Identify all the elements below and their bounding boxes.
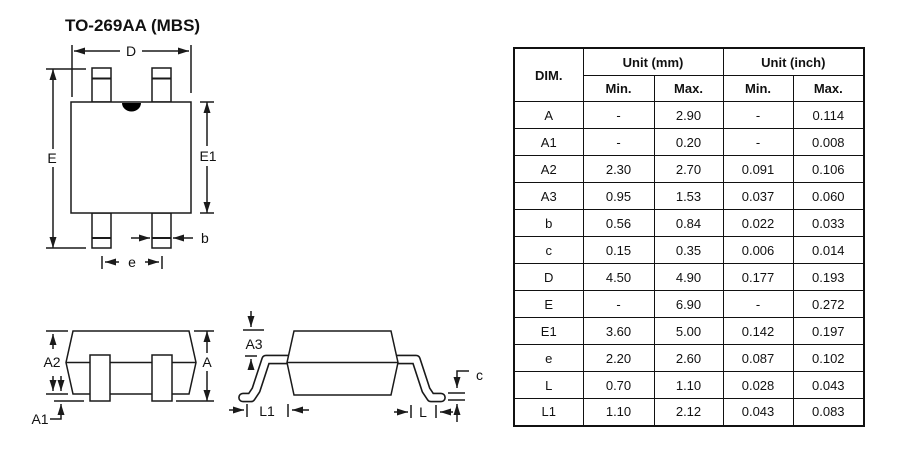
cell-in-min: 0.177 bbox=[723, 264, 793, 291]
table-row bbox=[514, 237, 864, 264]
cell-in-min: 0.043 bbox=[723, 399, 793, 426]
dim-c bbox=[448, 371, 469, 422]
cell-mm-min: 3.60 bbox=[583, 318, 654, 345]
cell-mm-max: 0.20 bbox=[654, 129, 723, 156]
table-row bbox=[514, 156, 864, 183]
cell-mm-min: - bbox=[583, 129, 654, 156]
label-E: E bbox=[47, 150, 57, 166]
cell-dim: L1 bbox=[514, 399, 583, 426]
cell-in-max: 0.197 bbox=[793, 318, 864, 345]
cell-in-max: 0.272 bbox=[793, 291, 864, 318]
label-E1: E1 bbox=[199, 148, 217, 164]
cell-in-max: 0.083 bbox=[793, 399, 864, 426]
top-lead bbox=[92, 68, 171, 102]
label-A2: A2 bbox=[43, 354, 61, 370]
cell-mm-max: 6.90 bbox=[654, 291, 723, 318]
cell-mm-max: 2.70 bbox=[654, 156, 723, 183]
cell-dim: A1 bbox=[514, 129, 583, 156]
cell-dim: L bbox=[514, 372, 583, 399]
cell-in-min: 0.006 bbox=[723, 237, 793, 264]
cell-mm-max: 1.10 bbox=[654, 372, 723, 399]
table-row bbox=[514, 372, 864, 399]
cell-in-max: 0.060 bbox=[793, 183, 864, 210]
table-row bbox=[514, 264, 864, 291]
table-row bbox=[514, 129, 864, 156]
table-row bbox=[514, 183, 864, 210]
cell-mm-min: - bbox=[583, 102, 654, 129]
cell-mm-max: 4.90 bbox=[654, 264, 723, 291]
dim-A1 bbox=[50, 376, 61, 419]
cell-mm-max: 2.12 bbox=[654, 399, 723, 426]
table-row bbox=[514, 318, 864, 345]
col-header-unit-mm: Unit (mm) bbox=[583, 48, 723, 76]
label-A: A bbox=[202, 354, 212, 370]
cell-dim: A bbox=[514, 102, 583, 129]
cell-mm-max: 2.60 bbox=[654, 345, 723, 372]
cell-mm-max: 2.90 bbox=[654, 102, 723, 129]
cell-mm-min: 2.30 bbox=[583, 156, 654, 183]
cell-dim: D bbox=[514, 264, 583, 291]
table-row bbox=[514, 291, 864, 318]
col-header-inch-max: Max. bbox=[793, 76, 864, 102]
cell-in-min: - bbox=[723, 291, 793, 318]
table-row bbox=[514, 345, 864, 372]
cell-mm-min: 4.50 bbox=[583, 264, 654, 291]
cell-mm-min: - bbox=[583, 291, 654, 318]
table-row bbox=[514, 102, 864, 129]
cell-mm-min: 0.56 bbox=[583, 210, 654, 237]
cell-mm-min: 0.70 bbox=[583, 372, 654, 399]
bottom-lead bbox=[92, 213, 171, 248]
cell-in-max: 0.043 bbox=[793, 372, 864, 399]
dimensions-table bbox=[513, 47, 865, 427]
front-view bbox=[46, 331, 214, 419]
cell-in-max: 0.114 bbox=[793, 102, 864, 129]
label-e: e bbox=[128, 254, 136, 270]
label-A3: A3 bbox=[245, 336, 263, 352]
cell-mm-min: 0.15 bbox=[583, 237, 654, 264]
col-header-mm-min: Min. bbox=[583, 76, 654, 102]
top-view bbox=[46, 45, 217, 269]
cell-dim: e bbox=[514, 345, 583, 372]
cell-in-min: 0.091 bbox=[723, 156, 793, 183]
label-c: c bbox=[476, 367, 483, 383]
cell-in-max: 0.106 bbox=[793, 156, 864, 183]
cell-dim: E bbox=[514, 291, 583, 318]
cell-dim: c bbox=[514, 237, 583, 264]
cell-in-min: 0.037 bbox=[723, 183, 793, 210]
label-b: b bbox=[201, 230, 209, 246]
label-A1: A1 bbox=[31, 411, 49, 427]
package-body-top-view bbox=[71, 102, 191, 213]
col-header-unit-inch: Unit (inch) bbox=[723, 48, 864, 76]
cell-dim: b bbox=[514, 210, 583, 237]
cell-in-min: 0.022 bbox=[723, 210, 793, 237]
cell-in-max: 0.014 bbox=[793, 237, 864, 264]
cell-in-max: 0.033 bbox=[793, 210, 864, 237]
cell-mm-min: 2.20 bbox=[583, 345, 654, 372]
cell-mm-max: 0.84 bbox=[654, 210, 723, 237]
cell-dim: E1 bbox=[514, 318, 583, 345]
cell-in-max: 0.102 bbox=[793, 345, 864, 372]
cell-in-min: 0.142 bbox=[723, 318, 793, 345]
cell-in-max: 0.008 bbox=[793, 129, 864, 156]
col-header-inch-min: Min. bbox=[723, 76, 793, 102]
col-header-dim: DIM. bbox=[514, 48, 583, 102]
cell-in-min: 0.087 bbox=[723, 345, 793, 372]
table-row bbox=[514, 399, 864, 426]
cell-mm-max: 5.00 bbox=[654, 318, 723, 345]
cell-mm-max: 0.35 bbox=[654, 237, 723, 264]
cell-in-min: - bbox=[723, 102, 793, 129]
cell-dim: A3 bbox=[514, 183, 583, 210]
col-header-mm-max: Max. bbox=[654, 76, 723, 102]
label-L: L bbox=[419, 404, 427, 420]
cell-mm-min: 1.10 bbox=[583, 399, 654, 426]
cell-in-min: 0.028 bbox=[723, 372, 793, 399]
cell-in-max: 0.193 bbox=[793, 264, 864, 291]
label-L1: L1 bbox=[259, 403, 275, 419]
cell-mm-min: 0.95 bbox=[583, 183, 654, 210]
drawing-title: TO-269AA (MBS) bbox=[65, 16, 201, 35]
table-row bbox=[514, 210, 864, 237]
cell-dim: A2 bbox=[514, 156, 583, 183]
cell-in-min: - bbox=[723, 129, 793, 156]
cell-mm-max: 1.53 bbox=[654, 183, 723, 210]
label-D: D bbox=[125, 43, 137, 59]
